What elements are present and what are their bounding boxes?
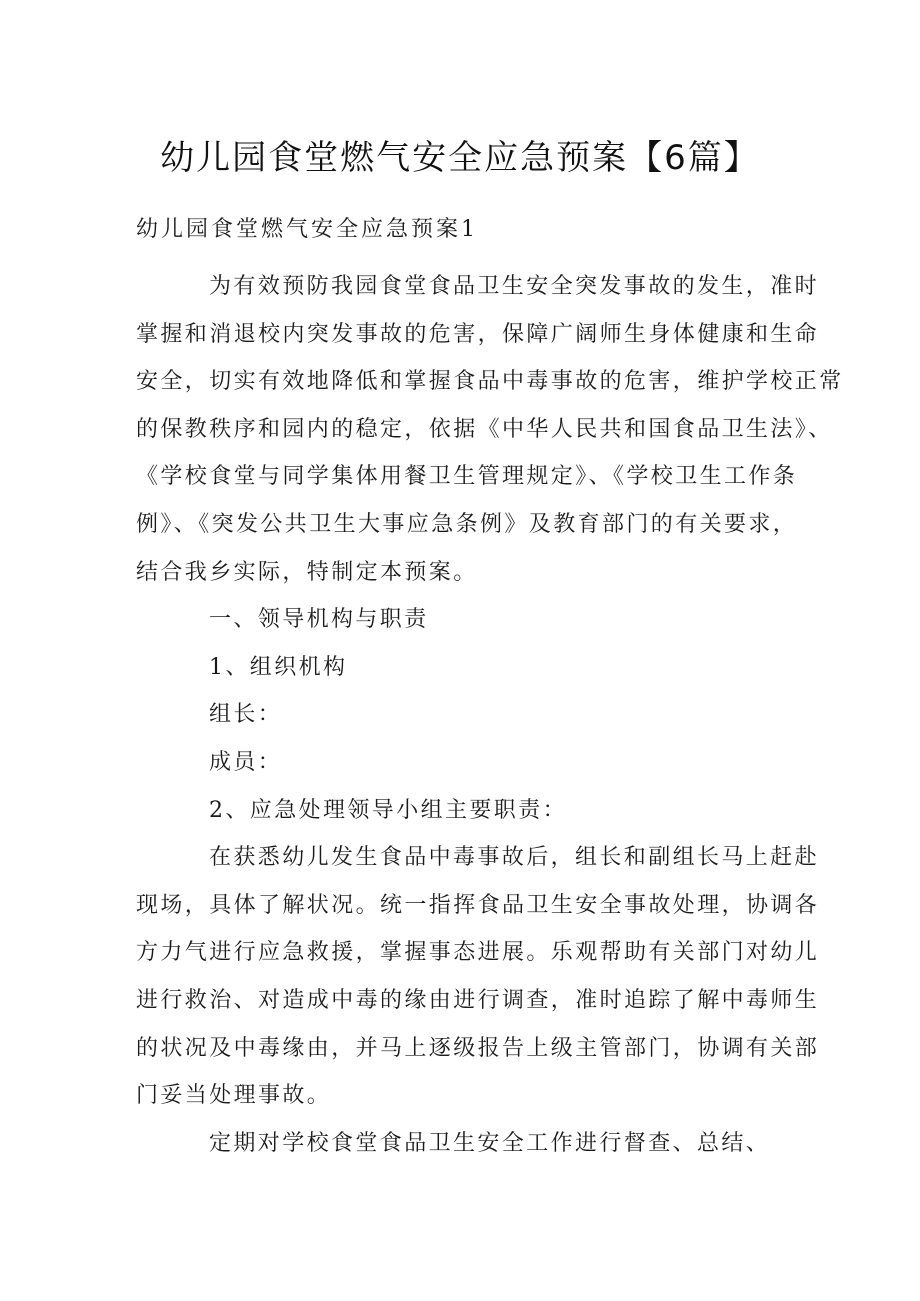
body-line: 成员： (209, 749, 283, 775)
body-line: 掌握和消退校内突发事故的危害，保障广阔师生身体健康和生命 (136, 321, 820, 347)
body-line: 例》、《突发公共卫生大事应急条例》及教育部门的有关要求， (136, 511, 798, 537)
body-line: 为有效预防我园食堂食品卫生安全突发事故的发生，准时 (209, 274, 820, 299)
body-line: 《学校食堂与同学集体用餐卫生管理规定》、《学校卫生工作条 (136, 464, 798, 490)
document-body (136, 263, 844, 1167)
body-line: 2、应急处理领导小组主要职责： (209, 797, 567, 823)
body-line: 结合我乡实际，特制定本预案。 (136, 559, 478, 585)
body-line: 组长： (209, 702, 283, 728)
body-line: 在获悉幼儿发生食品中毒事故后，组长和副组长马上赶赴 (209, 845, 820, 871)
section-heading: 幼儿园食堂燃气安全应急预案1 (136, 217, 478, 242)
body-line: 的保教秩序和园内的稳定，依据《中华人民共和国食品卫生法》、 (136, 416, 833, 442)
body-line: 方力气进行应急救援，掌握事态进展。乐观帮助有关部门对幼儿 (136, 940, 820, 966)
body-line: 定期对学校食堂食品卫生安全工作进行督查、总结、 (209, 1130, 771, 1156)
body-line: 1、组织机构 (209, 654, 348, 680)
body-line: 安全，切实有效地降低和掌握食品中毒事故的危害，维护学校正常 (136, 369, 844, 395)
body-line: 一、领导机构与职责 (209, 607, 429, 633)
document-title: 幼儿园食堂燃气安全应急预案【6篇】 (160, 138, 760, 178)
body-line: 门妥当处理事故。 (136, 1083, 332, 1109)
body-line: 现场，具体了解状况。统一指挥食品卫生安全事故处理，协调各 (136, 892, 820, 918)
body-line: 的状况及中毒缘由，并马上逐级报告上级主管部门，协调有关部 (136, 1035, 820, 1061)
body-line: 进行救治、对造成中毒的缘由进行调查，准时追踪了解中毒师生 (136, 987, 820, 1013)
